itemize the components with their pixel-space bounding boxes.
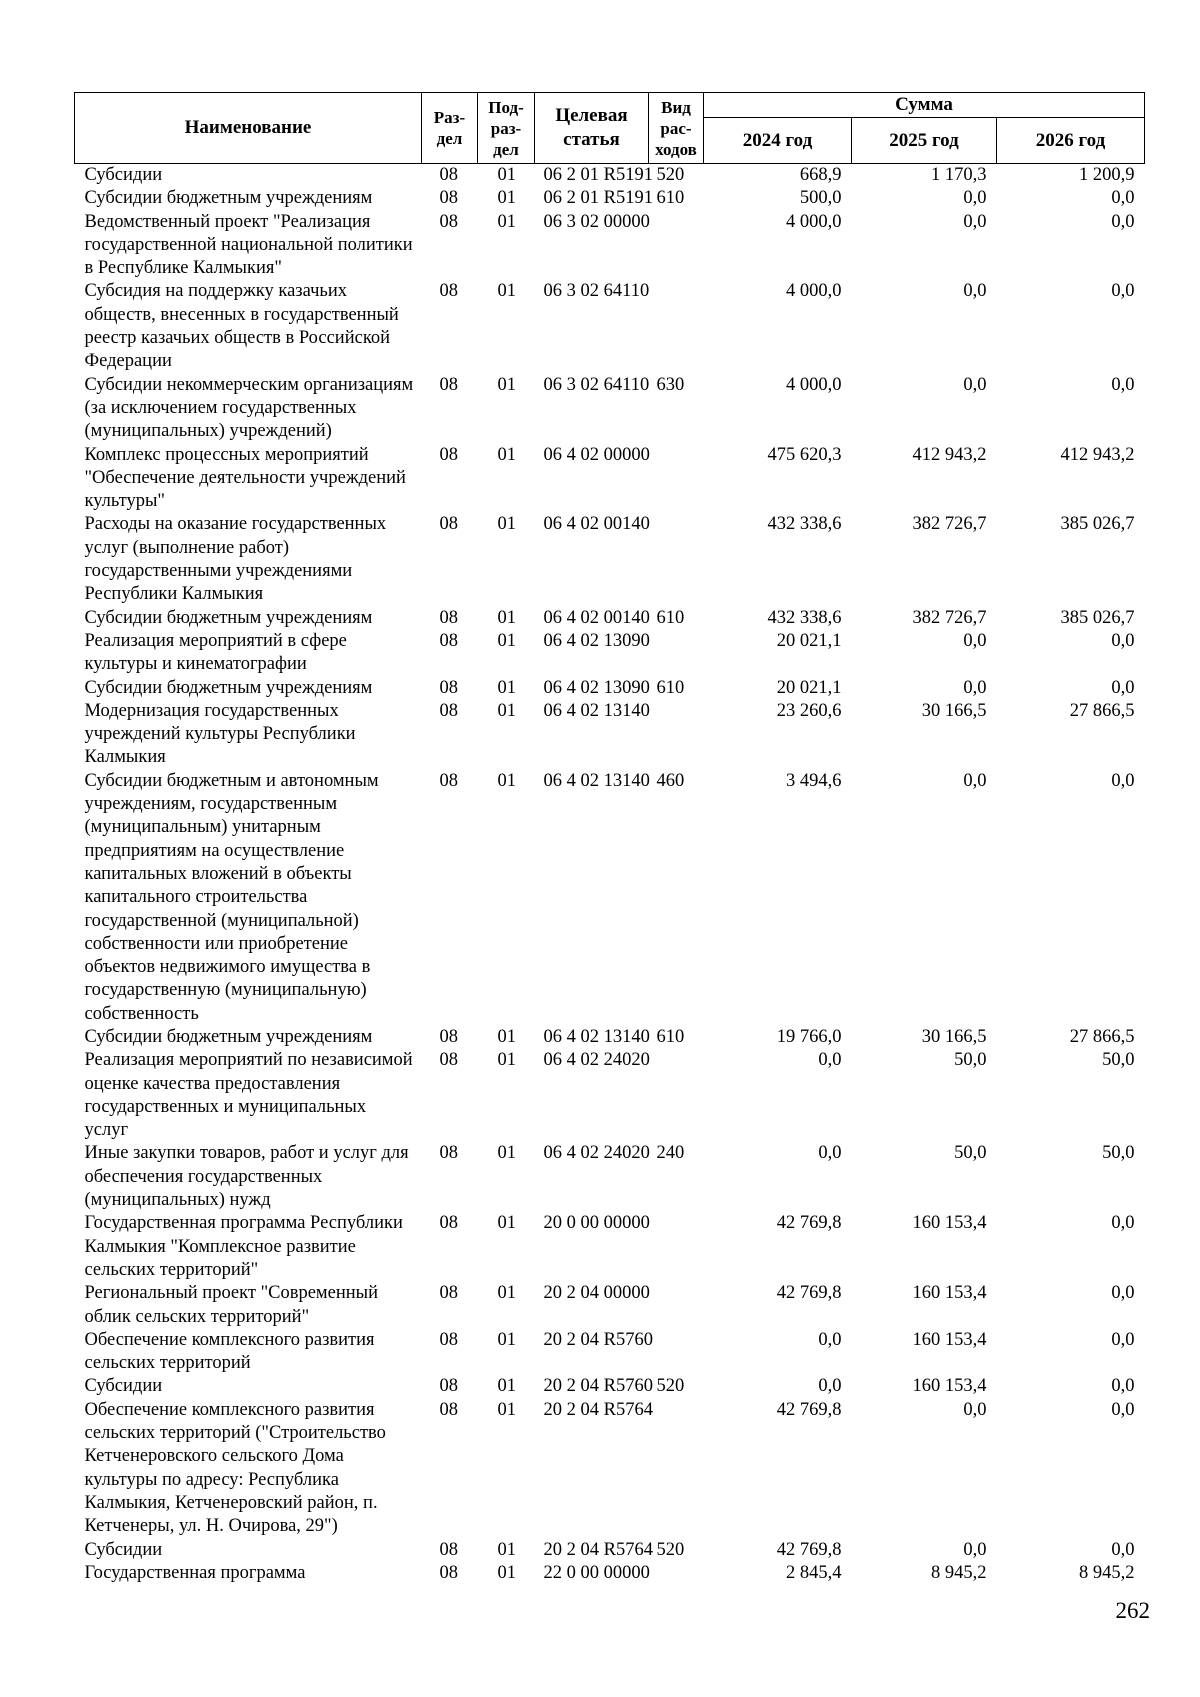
row-podrazdel: 01 xyxy=(497,1399,516,1420)
row-kind: 520 xyxy=(656,1376,685,1397)
row-article: 06 4 02 13090 xyxy=(543,630,650,651)
row-article: 06 3 02 00000 xyxy=(543,211,650,232)
row-name: Ведомственный проект "Реализация государственной национальной политики в Республике Калмыкия" xyxy=(84,211,413,279)
row-name: Субсидии xyxy=(84,1539,163,1560)
header-razdel xyxy=(422,93,478,164)
row-sum-2026: 50,0 xyxy=(1102,1143,1135,1164)
header-razdel-line: дел xyxy=(436,129,463,148)
row-sum-2025: 160 153,4 xyxy=(912,1283,987,1304)
row-razdel: 08 xyxy=(439,211,458,232)
row-sum-2024: 4 000,0 xyxy=(786,374,842,395)
row-sum-2026: 0,0 xyxy=(1111,1213,1135,1234)
header-article xyxy=(535,93,649,164)
row-sum-2026: 0,0 xyxy=(1111,630,1135,651)
row-sum-2026: 0,0 xyxy=(1111,770,1135,791)
row-article: 06 4 02 00140 xyxy=(543,607,650,628)
table-row xyxy=(75,1399,1145,1539)
row-kind: 610 xyxy=(656,1026,685,1047)
row-razdel: 08 xyxy=(439,165,458,185)
row-sum-2025: 160 153,4 xyxy=(912,1213,987,1234)
row-podrazdel: 01 xyxy=(497,188,516,209)
table-row xyxy=(75,187,1145,210)
row-kind xyxy=(649,513,704,606)
row-name: Реализация мероприятий в сфере культуры и кинематографии xyxy=(84,630,347,675)
row-razdel: 08 xyxy=(439,1050,458,1071)
row-article: 06 2 01 R5191 xyxy=(543,165,653,185)
row-sum-2026: 412 943,2 xyxy=(1060,444,1135,465)
table-row xyxy=(75,374,1145,444)
row-name: Государственная программа xyxy=(84,1562,306,1583)
row-sum-2024: 3 494,6 xyxy=(786,770,842,791)
table-row xyxy=(75,164,1145,188)
row-podrazdel: 01 xyxy=(497,607,516,628)
row-sum-2024: 0,0 xyxy=(818,1376,842,1397)
row-name: Расходы на оказание государственных услуг (выполнение работ) государственными учреждениями Республики Калмыкия xyxy=(84,514,387,605)
row-article: 20 2 04 R5764 xyxy=(543,1539,653,1560)
row-sum-2026: 385 026,7 xyxy=(1060,514,1135,535)
row-podrazdel: 01 xyxy=(497,444,516,465)
row-sum-2025: 0,0 xyxy=(963,188,987,209)
row-sum-2026: 0,0 xyxy=(1111,1539,1135,1560)
row-kind xyxy=(649,211,704,281)
header-sum: Сумма xyxy=(704,93,1145,118)
header-year-2024: 2024 год xyxy=(704,118,852,164)
row-sum-2025: 30 166,5 xyxy=(921,1026,987,1047)
row-article: 06 4 02 00000 xyxy=(543,444,650,465)
row-podrazdel: 01 xyxy=(497,514,516,535)
table-body xyxy=(75,164,1145,1586)
table-row xyxy=(75,1049,1145,1142)
row-sum-2026: 27 866,5 xyxy=(1069,700,1135,721)
row-name: Обеспечение комплексного развития сельских территорий xyxy=(84,1329,375,1374)
row-sum-2025: 50,0 xyxy=(954,1143,987,1164)
row-razdel: 08 xyxy=(439,1376,458,1397)
row-podrazdel: 01 xyxy=(497,1026,516,1047)
row-sum-2026: 0,0 xyxy=(1111,1283,1135,1304)
row-sum-2024: 42 769,8 xyxy=(776,1539,842,1560)
table-row xyxy=(75,677,1145,700)
row-podrazdel: 01 xyxy=(497,1213,516,1234)
row-article: 06 3 02 64110 xyxy=(543,281,650,302)
row-kind xyxy=(649,1049,704,1142)
row-podrazdel: 01 xyxy=(497,1283,516,1304)
row-sum-2024: 42 769,8 xyxy=(776,1283,842,1304)
row-sum-2026: 0,0 xyxy=(1111,374,1135,395)
row-razdel: 08 xyxy=(439,1283,458,1304)
row-article: 20 0 00 00000 xyxy=(543,1213,650,1234)
row-sum-2025: 0,0 xyxy=(963,1399,987,1420)
row-sum-2025: 0,0 xyxy=(963,281,987,302)
header-year-2025: 2025 год xyxy=(852,118,997,164)
page-number: 262 xyxy=(1115,1598,1150,1623)
row-name: Субсидии бюджетным учреждениям xyxy=(84,607,373,628)
row-razdel: 08 xyxy=(439,188,458,209)
row-razdel: 08 xyxy=(439,514,458,535)
table-row xyxy=(75,770,1145,1026)
row-name: Региональный проект "Современный облик сельских территорий" xyxy=(84,1283,378,1327)
row-podrazdel: 01 xyxy=(497,1376,516,1397)
row-sum-2025: 50,0 xyxy=(954,1050,987,1071)
header-article-line: Целевая xyxy=(555,105,628,126)
row-sum-2024: 4 000,0 xyxy=(786,281,842,302)
row-razdel: 08 xyxy=(439,1329,458,1350)
table-row xyxy=(75,607,1145,630)
row-sum-2025: 0,0 xyxy=(963,1539,987,1560)
header-podrazdel xyxy=(478,93,535,164)
table-row xyxy=(75,700,1145,770)
row-podrazdel: 01 xyxy=(497,630,516,651)
header-razdel-line: Раз- xyxy=(433,108,466,127)
row-razdel: 08 xyxy=(439,1143,458,1164)
table-row xyxy=(75,211,1145,281)
row-sum-2026: 0,0 xyxy=(1111,1329,1135,1350)
row-sum-2024: 0,0 xyxy=(818,1050,842,1071)
row-article: 06 4 02 00140 xyxy=(543,514,650,535)
row-name: Субсидии xyxy=(84,165,163,185)
row-podrazdel: 01 xyxy=(497,1539,516,1560)
table-row xyxy=(75,513,1145,606)
row-kind xyxy=(649,630,704,677)
row-sum-2024: 432 338,6 xyxy=(767,607,842,628)
row-razdel: 08 xyxy=(439,1399,458,1420)
row-article: 06 4 02 13140 xyxy=(543,770,650,791)
table-row xyxy=(75,630,1145,677)
row-podrazdel: 01 xyxy=(497,1143,516,1164)
row-article: 06 3 02 64110 xyxy=(543,374,650,395)
row-kind xyxy=(649,1282,704,1329)
row-article: 06 4 02 24020 xyxy=(543,1050,650,1071)
row-sum-2025: 0,0 xyxy=(963,677,987,698)
table-row xyxy=(75,1562,1145,1585)
header-podrazdel-line: дел xyxy=(493,139,519,159)
row-name: Реализация мероприятий по независимой оценке качества предоставления государственных и муниципальных услуг xyxy=(84,1050,413,1141)
row-sum-2024: 2 845,4 xyxy=(786,1562,842,1583)
row-podrazdel: 01 xyxy=(497,677,516,698)
row-name: Субсидии бюджетным и автономным учреждениям, государственным (муниципальным) унитарным предприятиям на осуществление капитальных вложений в объекты капитального строительства государственной (муниципальной) собственности или приобретение объектов недвижимого имущества в государственную (муниципальную) собственность xyxy=(84,770,379,1024)
row-sum-2024: 42 769,8 xyxy=(776,1399,842,1420)
row-razdel: 08 xyxy=(439,281,458,302)
header-name: Наименование xyxy=(75,93,422,164)
row-kind: 520 xyxy=(656,1539,685,1560)
header-kind-line: Вид xyxy=(661,97,691,117)
row-podrazdel: 01 xyxy=(497,1562,516,1583)
row-sum-2024: 0,0 xyxy=(818,1329,842,1350)
row-sum-2024: 20 021,1 xyxy=(776,677,842,698)
row-kind xyxy=(649,1562,704,1585)
row-article: 06 4 02 13140 xyxy=(543,1026,650,1047)
header-kind-line: рас- xyxy=(660,118,692,138)
row-sum-2026: 50,0 xyxy=(1102,1050,1135,1071)
row-sum-2024: 475 620,3 xyxy=(767,444,842,465)
row-sum-2024: 4 000,0 xyxy=(786,211,842,232)
row-razdel: 08 xyxy=(439,1539,458,1560)
row-podrazdel: 01 xyxy=(497,1329,516,1350)
row-name: Иные закупки товаров, работ и услуг для обеспечения государственных (муниципальных) нужд xyxy=(84,1143,409,1211)
row-sum-2025: 382 726,7 xyxy=(912,607,987,628)
row-kind: 240 xyxy=(656,1143,685,1164)
table-row xyxy=(75,1282,1145,1329)
row-article: 20 2 04 R5760 xyxy=(543,1376,653,1397)
row-sum-2024: 500,0 xyxy=(799,188,842,209)
row-razdel: 08 xyxy=(439,1213,458,1234)
row-razdel: 08 xyxy=(439,630,458,651)
row-sum-2025: 8 945,2 xyxy=(931,1562,987,1583)
row-sum-2026: 0,0 xyxy=(1111,211,1135,232)
row-article: 20 2 04 R5760 xyxy=(543,1329,653,1350)
row-razdel: 08 xyxy=(439,1026,458,1047)
row-kind xyxy=(649,700,704,770)
table-row xyxy=(75,1142,1145,1212)
row-name: Субсидии некоммерческим организациям (за исключением государственных (муниципальных) учреждений) xyxy=(84,374,414,442)
row-razdel: 08 xyxy=(439,607,458,628)
row-sum-2026: 0,0 xyxy=(1111,281,1135,302)
row-sum-2025: 382 726,7 xyxy=(912,514,987,535)
row-razdel: 08 xyxy=(439,700,458,721)
row-article: 06 4 02 13140 xyxy=(543,700,650,721)
table-row xyxy=(75,1212,1145,1282)
header-kind xyxy=(649,93,704,164)
header-kind-line: ходов xyxy=(655,139,697,159)
row-article: 06 4 02 13090 xyxy=(543,677,650,698)
row-sum-2025: 0,0 xyxy=(963,211,987,232)
row-kind: 610 xyxy=(656,677,685,698)
row-sum-2025: 0,0 xyxy=(963,374,987,395)
row-name: Субсидии бюджетным учреждениям xyxy=(84,1026,373,1047)
row-razdel: 08 xyxy=(439,770,458,791)
row-sum-2026: 0,0 xyxy=(1111,188,1135,209)
row-article: 06 4 02 24020 xyxy=(543,1143,650,1164)
row-sum-2026: 1 200,9 xyxy=(1079,165,1135,185)
row-sum-2024: 432 338,6 xyxy=(767,514,842,535)
table-row xyxy=(75,1026,1145,1049)
row-sum-2025: 1 170,3 xyxy=(931,165,987,185)
header-podrazdel-line: раз- xyxy=(490,118,522,138)
row-sum-2026: 8 945,2 xyxy=(1079,1562,1135,1583)
row-sum-2024: 20 021,1 xyxy=(776,630,842,651)
row-kind xyxy=(649,444,704,514)
row-kind: 520 xyxy=(656,165,685,185)
row-name: Субсидия на поддержку казачьих обществ, внесенных в государственный реестр казачьих обществ в Российской Федерации xyxy=(84,281,399,372)
row-podrazdel: 01 xyxy=(497,211,516,232)
row-article: 06 2 01 R5191 xyxy=(543,188,653,209)
row-sum-2024: 668,9 xyxy=(799,165,842,185)
row-sum-2024: 42 769,8 xyxy=(776,1213,842,1234)
row-name: Обеспечение комплексного развития сельских территорий ("Строительство Кетченеровского сельского Дома культуры по адресу: Республика Калмыкия, Кетченеровский район, п. Кетченеры, ул. Н. Очирова, 29") xyxy=(84,1399,386,1537)
row-podrazdel: 01 xyxy=(497,165,516,185)
table-row xyxy=(75,1329,1145,1376)
row-sum-2025: 160 153,4 xyxy=(912,1376,987,1397)
row-sum-2026: 0,0 xyxy=(1111,1376,1135,1397)
table-row xyxy=(75,1539,1145,1562)
row-sum-2026: 27 866,5 xyxy=(1069,1026,1135,1047)
row-razdel: 08 xyxy=(439,374,458,395)
table-row xyxy=(75,1375,1145,1398)
row-sum-2024: 19 766,0 xyxy=(776,1026,842,1047)
budget-document xyxy=(74,92,1144,1585)
table-row xyxy=(75,444,1145,514)
row-sum-2025: 30 166,5 xyxy=(921,700,987,721)
row-podrazdel: 01 xyxy=(497,374,516,395)
row-sum-2024: 0,0 xyxy=(818,1143,842,1164)
row-article: 20 2 04 00000 xyxy=(543,1283,650,1304)
header-year-2026: 2026 год xyxy=(997,118,1145,164)
row-article: 22 0 00 00000 xyxy=(543,1562,650,1583)
row-name: Субсидии бюджетным учреждениям xyxy=(84,677,373,698)
budget-table xyxy=(74,92,1145,1585)
table-header xyxy=(75,93,1145,164)
row-kind: 610 xyxy=(656,188,685,209)
row-kind: 460 xyxy=(656,770,685,791)
row-sum-2025: 0,0 xyxy=(963,630,987,651)
row-sum-2026: 385 026,7 xyxy=(1060,607,1135,628)
row-podrazdel: 01 xyxy=(497,700,516,721)
row-sum-2026: 0,0 xyxy=(1111,1399,1135,1420)
header-article-line: статья xyxy=(563,129,620,150)
row-kind xyxy=(649,1329,704,1376)
row-kind xyxy=(649,280,704,373)
row-razdel: 08 xyxy=(439,1562,458,1583)
header-podrazdel-line: Под- xyxy=(488,97,524,117)
row-podrazdel: 01 xyxy=(497,281,516,302)
row-sum-2025: 412 943,2 xyxy=(912,444,987,465)
row-razdel: 08 xyxy=(439,677,458,698)
row-kind xyxy=(649,1212,704,1282)
row-name: Государственная программа Республики Калмыкия "Комплексное развитие сельских территорий" xyxy=(84,1213,403,1280)
row-kind: 610 xyxy=(656,607,685,628)
table-row xyxy=(75,280,1145,373)
row-name: Субсидии xyxy=(84,1376,163,1397)
row-sum-2026: 0,0 xyxy=(1111,677,1135,698)
row-name: Комплекс процессных мероприятий "Обеспечение деятельности учреждений культуры" xyxy=(84,444,406,512)
row-kind: 630 xyxy=(656,374,685,395)
row-sum-2025: 160 153,4 xyxy=(912,1329,987,1350)
row-podrazdel: 01 xyxy=(497,770,516,791)
row-sum-2025: 0,0 xyxy=(963,770,987,791)
row-podrazdel: 01 xyxy=(497,1050,516,1071)
row-name: Модернизация государственных учреждений культуры Республики Калмыкия xyxy=(84,700,356,768)
row-razdel: 08 xyxy=(439,444,458,465)
row-sum-2024: 23 260,6 xyxy=(776,700,842,721)
row-kind xyxy=(649,1399,704,1539)
row-article: 20 2 04 R5764 xyxy=(543,1399,653,1420)
row-name: Субсидии бюджетным учреждениям xyxy=(84,188,373,209)
